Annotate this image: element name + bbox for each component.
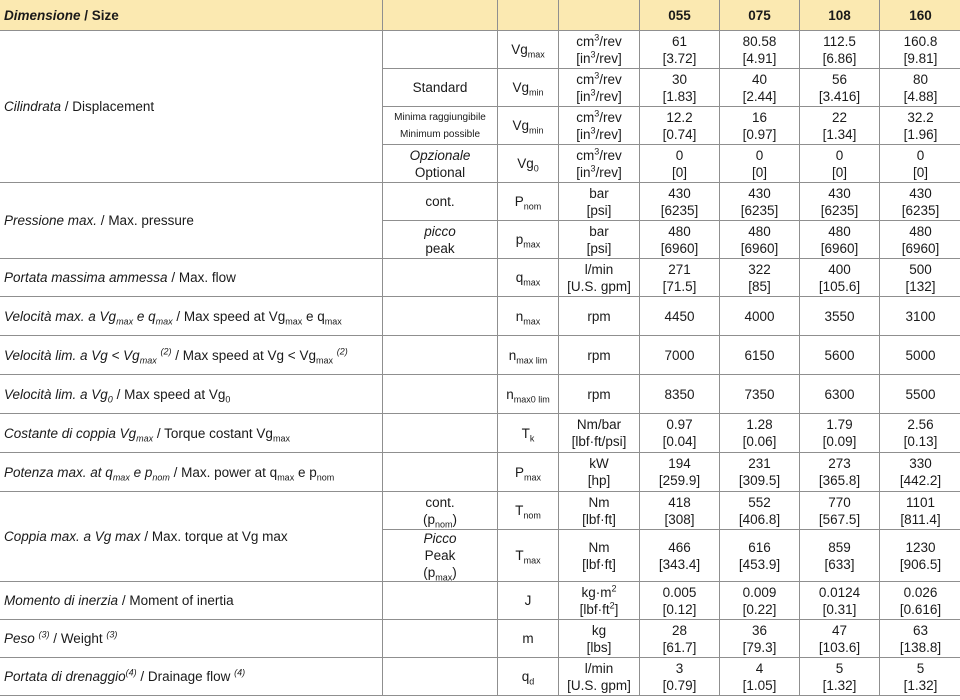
value-cell: 616 [453.9] bbox=[720, 530, 800, 582]
value-cell: 466 [343.4] bbox=[640, 530, 720, 582]
value-cell: 552 [406.8] bbox=[720, 492, 800, 530]
symbol: $n_{max lim}$ bbox=[498, 336, 559, 375]
unit: $cm^3$/rev $[in^3/rev]$ bbox=[559, 69, 640, 107]
condition-standard: Standard bbox=[383, 69, 498, 107]
value-cell: 3 [0.79] bbox=[640, 658, 720, 696]
value-cell: 0 [0] bbox=[720, 145, 800, 183]
inertia-label: Momento di inerzia / Moment of inertia bbox=[0, 582, 383, 620]
torque-max-label: Coppia max. a Vg max / Max. torque at Vg max bbox=[0, 492, 383, 582]
value-cell: 56 [3.416] bbox=[800, 69, 880, 107]
value-cell: 1.79 [0.09] bbox=[800, 414, 880, 453]
value-cell: 322 [85] bbox=[720, 259, 800, 297]
value-cell: 3550 bbox=[800, 297, 880, 336]
condition-peak: picco peak bbox=[383, 221, 498, 259]
value-cell: 430 [6235] bbox=[880, 183, 960, 221]
unit: bar [psi] bbox=[559, 183, 640, 221]
torque-constant-label: Costante di coppia $Vg_{max}$ / Torque costant $Vg_{max}$ bbox=[0, 414, 383, 453]
speed-lim0-label: Velocità lim. a $Vg_0$ / Max speed at $Vg_0$ bbox=[0, 375, 383, 414]
value-cell: 0.97 [0.04] bbox=[640, 414, 720, 453]
value-cell: 0.0124 [0.31] bbox=[800, 582, 880, 620]
value-cell: 0 [0] bbox=[640, 145, 720, 183]
condition-cont: cont. $(p_{nom})$ bbox=[383, 492, 498, 530]
value-cell: 1101 [811.4] bbox=[880, 492, 960, 530]
value-cell: 859 [633] bbox=[800, 530, 880, 582]
symbol: $P_{nom}$ bbox=[498, 183, 559, 221]
symbol: $Vg_{min}$ bbox=[498, 107, 559, 145]
value-cell: 4 [1.05] bbox=[720, 658, 800, 696]
speed-lim-label: Velocità lim. a $Vg < Vg_{max}$ $^{(2)}$ / Max speed at $Vg < Vg_{max}$ $^{(2)}$ bbox=[0, 336, 383, 375]
unit: l/min [U.S. gpm] bbox=[559, 658, 640, 696]
displacement-label: Cilindrata / Displacement bbox=[0, 31, 383, 183]
value-cell: 480 [6960] bbox=[640, 221, 720, 259]
value-cell: 40 [2.44] bbox=[720, 69, 800, 107]
value-cell: 32.2 [1.96] bbox=[880, 107, 960, 145]
size-header: 075 bbox=[720, 0, 800, 31]
symbol: J bbox=[498, 582, 559, 620]
value-cell: 1230 [906.5] bbox=[880, 530, 960, 582]
value-cell: 2.56 [0.13] bbox=[880, 414, 960, 453]
value-cell: 271 [71.5] bbox=[640, 259, 720, 297]
unit: rpm bbox=[559, 375, 640, 414]
symbol: $q_d$ bbox=[498, 658, 559, 696]
value-cell: 430 [6235] bbox=[640, 183, 720, 221]
value-cell: 430 [6235] bbox=[800, 183, 880, 221]
condition-optional: Opzionale Optional bbox=[383, 145, 498, 183]
size-header: 055 bbox=[640, 0, 720, 31]
value-cell: 36 [79.3] bbox=[720, 620, 800, 658]
value-cell: 480 [6960] bbox=[720, 221, 800, 259]
value-cell: 30 [1.83] bbox=[640, 69, 720, 107]
header-row bbox=[0, 0, 960, 31]
value-cell: 330 [442.2] bbox=[880, 453, 960, 492]
unit: $kg\cdot m^2$ $[lbf\cdot ft^2]$ bbox=[559, 582, 640, 620]
unit: Nm [lbf·ft] bbox=[559, 492, 640, 530]
value-cell: 480 [6960] bbox=[800, 221, 880, 259]
value-cell: 8350 bbox=[640, 375, 720, 414]
symbol: m bbox=[498, 620, 559, 658]
size-header: 108 bbox=[800, 0, 880, 31]
speed-max-row bbox=[0, 297, 960, 336]
value-cell: 0.026 [0.616] bbox=[880, 582, 960, 620]
unit: rpm bbox=[559, 297, 640, 336]
symbol: $p_{max}$ bbox=[498, 221, 559, 259]
unit: l/min [U.S. gpm] bbox=[559, 259, 640, 297]
unit: rpm bbox=[559, 336, 640, 375]
flow-label: Portata massima ammessa / Max. flow bbox=[0, 259, 383, 297]
symbol: $Vg_{min}$ bbox=[498, 69, 559, 107]
value-cell: 0.005 [0.12] bbox=[640, 582, 720, 620]
value-cell: 160.8 [9.81] bbox=[880, 31, 960, 69]
value-cell: 28 [61.7] bbox=[640, 620, 720, 658]
value-cell: 80.58 [4.91] bbox=[720, 31, 800, 69]
value-cell: 5 [1.32] bbox=[880, 658, 960, 696]
symbol: $Vg_0$ bbox=[498, 145, 559, 183]
unit: bar [psi] bbox=[559, 221, 640, 259]
size-header: 160 bbox=[880, 0, 960, 31]
value-cell: 7350 bbox=[720, 375, 800, 414]
inertia-row bbox=[0, 582, 960, 620]
displacement-vgmax-row bbox=[0, 31, 960, 69]
weight-row bbox=[0, 620, 960, 658]
unit: kg [lbs] bbox=[559, 620, 640, 658]
value-cell: 500 [132] bbox=[880, 259, 960, 297]
value-cell: 231 [309.5] bbox=[720, 453, 800, 492]
flow-row bbox=[0, 259, 960, 297]
value-cell: 12.2 [0.74] bbox=[640, 107, 720, 145]
speed-max-label: Velocità max. a $Vg_{max}$ e $q_{max}$ / Max speed at $Vg_{max}$ e $q_{max}$ bbox=[0, 297, 383, 336]
condition-cont: cont. bbox=[383, 183, 498, 221]
value-cell: 5000 bbox=[880, 336, 960, 375]
pressure-label: Pressione max. / Max. pressure bbox=[0, 183, 383, 259]
pressure-cont-row bbox=[0, 183, 960, 221]
speed-lim-row bbox=[0, 336, 960, 375]
unit: $cm^3$/rev $[in^3/rev]$ bbox=[559, 31, 640, 69]
value-cell: 194 [259.9] bbox=[640, 453, 720, 492]
symbol: $P_{max}$ bbox=[498, 453, 559, 492]
symbol: $T_{nom}$ bbox=[498, 492, 559, 530]
symbol: $T_{max}$ bbox=[498, 530, 559, 582]
value-cell: 16 [0.97] bbox=[720, 107, 800, 145]
value-cell: 80 [4.88] bbox=[880, 69, 960, 107]
value-cell: 7000 bbox=[640, 336, 720, 375]
value-cell: 1.28 [0.06] bbox=[720, 414, 800, 453]
weight-label: Peso $^{(3)}$ / Weight $^{(3)}$ bbox=[0, 620, 383, 658]
value-cell: 112.5 [6.86] bbox=[800, 31, 880, 69]
value-cell: 4450 bbox=[640, 297, 720, 336]
value-cell: 6150 bbox=[720, 336, 800, 375]
value-cell: 22 [1.34] bbox=[800, 107, 880, 145]
value-cell: 0.009 [0.22] bbox=[720, 582, 800, 620]
symbol: $Vg_{max}$ bbox=[498, 31, 559, 69]
torque-max-cont-row bbox=[0, 492, 960, 530]
unit: $cm^3$/rev $[in^3/rev]$ bbox=[559, 145, 640, 183]
unit: $cm^3$/rev $[in^3/rev]$ bbox=[559, 107, 640, 145]
value-cell: 273 [365.8] bbox=[800, 453, 880, 492]
unit: kW [hp] bbox=[559, 453, 640, 492]
power-label: Potenza max. at $q_{max}$ e $p_{nom}$ / Max. power at $q_{max}$ e $p_{nom}$ bbox=[0, 453, 383, 492]
value-cell: 63 [138.8] bbox=[880, 620, 960, 658]
power-row bbox=[0, 453, 960, 492]
value-cell: 430 [6235] bbox=[720, 183, 800, 221]
unit: Nm [lbf·ft] bbox=[559, 530, 640, 582]
value-cell: 400 [105.6] bbox=[800, 259, 880, 297]
value-cell: 47 [103.6] bbox=[800, 620, 880, 658]
value-cell: 3100 bbox=[880, 297, 960, 336]
value-cell: 61 [3.72] bbox=[640, 31, 720, 69]
torque-constant-row bbox=[0, 414, 960, 453]
drainage-label: Portata di drenaggio$^{(4)}$ / Drainage flow $^{(4)}$ bbox=[0, 658, 383, 696]
speed-lim0-row bbox=[0, 375, 960, 414]
value-cell: 5 [1.32] bbox=[800, 658, 880, 696]
symbol: $q_{max}$ bbox=[498, 259, 559, 297]
condition-peak: Picco Peak $(p_{max})$ bbox=[383, 530, 498, 582]
value-cell: 5500 bbox=[880, 375, 960, 414]
value-cell: 5600 bbox=[800, 336, 880, 375]
header-label: Dimensione / Size bbox=[0, 0, 383, 31]
value-cell: 4000 bbox=[720, 297, 800, 336]
value-cell: 770 [567.5] bbox=[800, 492, 880, 530]
unit: Nm/bar [lbf·ft/psi] bbox=[559, 414, 640, 453]
value-cell: 0 [0] bbox=[800, 145, 880, 183]
symbol: $T_k$ bbox=[498, 414, 559, 453]
condition-minimum: Minima raggiungibile Minimum possible bbox=[383, 107, 498, 145]
value-cell: 418 [308] bbox=[640, 492, 720, 530]
drainage-row bbox=[0, 658, 960, 696]
value-cell: 6300 bbox=[800, 375, 880, 414]
symbol: $n_{max0 lim}$ bbox=[498, 375, 559, 414]
value-cell: 480 [6960] bbox=[880, 221, 960, 259]
value-cell: 0 [0] bbox=[880, 145, 960, 183]
symbol: $n_{max}$ bbox=[498, 297, 559, 336]
